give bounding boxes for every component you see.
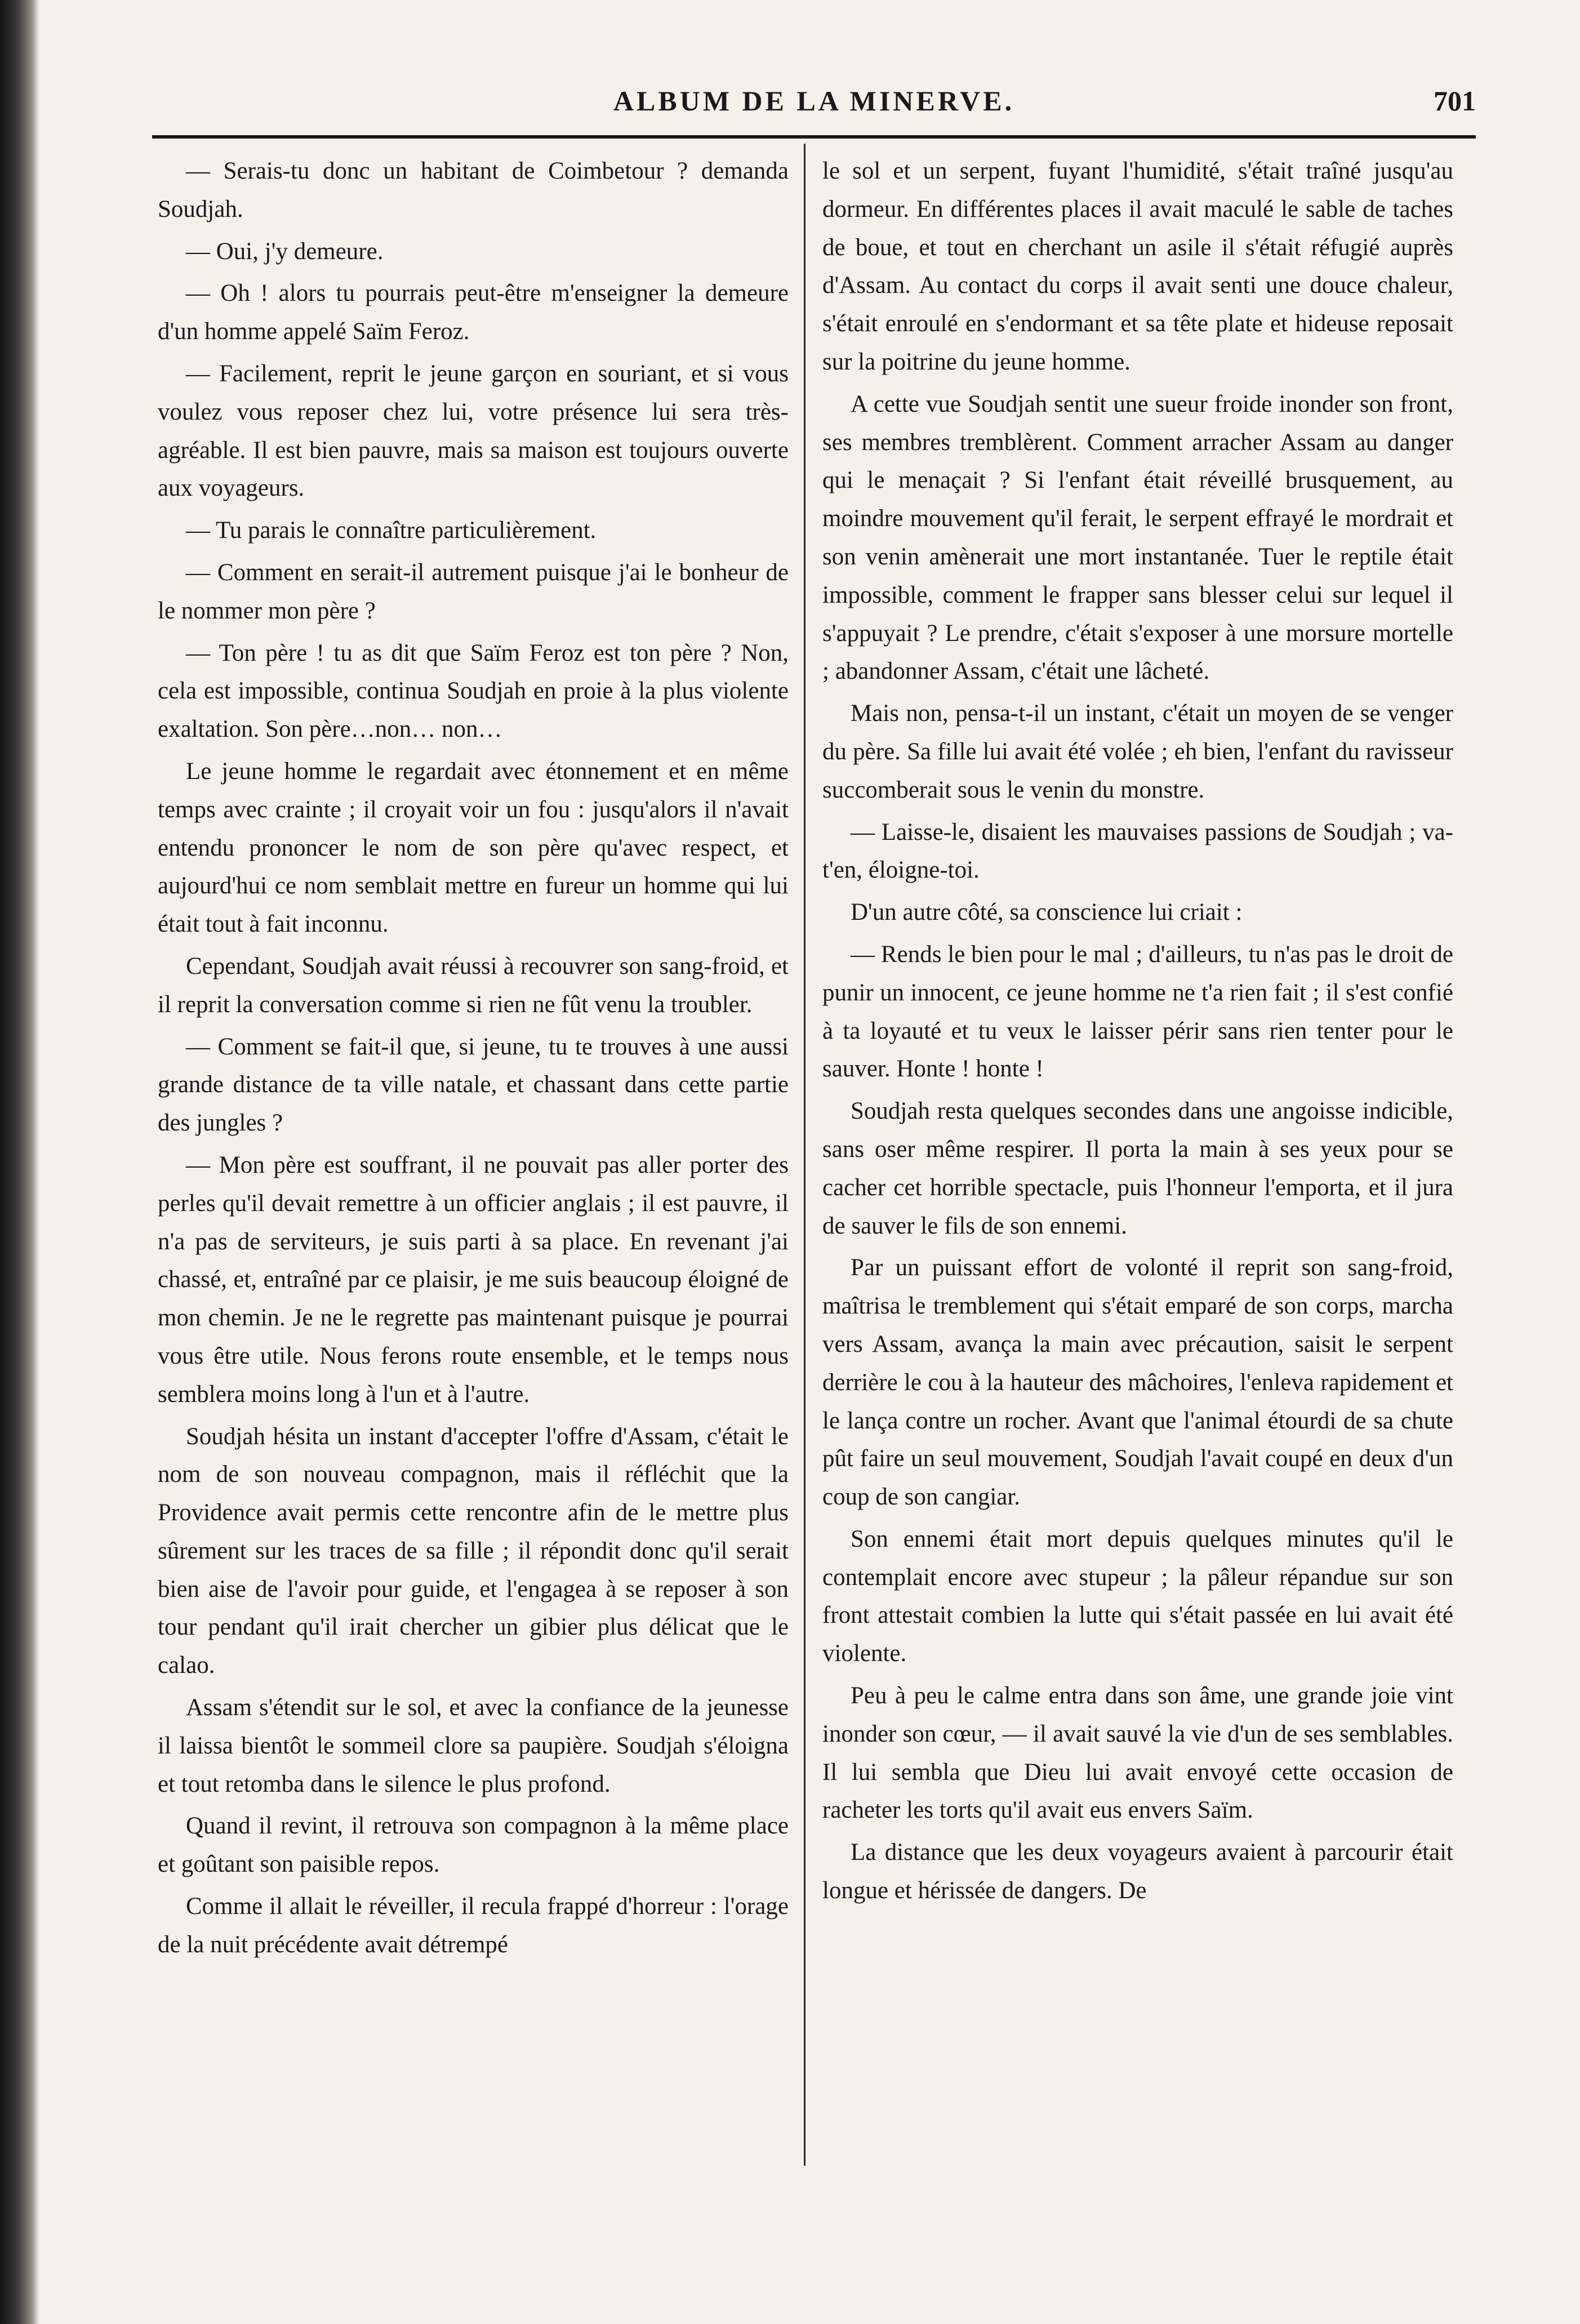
page-number: 701 bbox=[1434, 85, 1476, 117]
paragraph: Par un puissant effort de volonté il reprit son sang-froid, maîtrisa le tremblement qui s'était emparé de son corps, marcha vers Assam, avança la main avec précaution, saisit le serpent derrière le cou à la hauteur des mâchoires, l'enleva rapidement et le lança contre un rocher. Avant que l'animal étourdi de sa chute pût faire un seul mouvement, Soudjah l'avait coupé en deux d'un coup de son cangiar. bbox=[822, 1254, 1453, 1511]
paragraph: Soudjah hésita un instant d'accepter l'offre d'Assam, c'était le nom de son nouveau compagnon, mais il réfléchit que la Providence avait permis cette rencontre afin de le mettre plus sûrement sur les traces de sa fille ; il répondit donc qu'il serait bien aise de l'avoir pour guide, et l'engagea à se reposer à son tour pendant qu'il irait chercher un gibier plus délicat que le calao. bbox=[158, 1423, 789, 1679]
left-column bbox=[158, 152, 789, 1968]
paragraph: Soudjah resta quelques secondes dans une angoisse indicible, sans oser même respirer. Il porta la main à ses yeux pour se cacher cet horrible spectacle, puis l'honneur l'emporta, et il jura de sauver le fils de son ennemi. bbox=[822, 1098, 1453, 1239]
right-column bbox=[822, 152, 1453, 1914]
running-title: ALBUM DE LA MINERVE. bbox=[613, 85, 1015, 117]
paragraph: Son ennemi était mort depuis quelques minutes qu'il le contemplait encore avec stupeur ; la pâleur répandue sur son front attestait combien la lutte qui s'était passée en lui avait été violente. bbox=[822, 1525, 1453, 1667]
paragraph: — Ton père ! tu as dit que Saïm Feroz est ton père ? Non, cela est impossible, continua Soudjah en proie à la plus violente exaltation. Son père…non… non… bbox=[158, 639, 789, 743]
header-rule bbox=[152, 135, 1476, 139]
paragraph: — Rends le bien pour le mal ; d'ailleurs, tu n'as pas le droit de punir un innocent, ce jeune homme ne t'a rien fait ; il s'est confié à ta loyauté et tu veux le laisser périr sans rien tenter pour le sauver. Honte ! honte ! bbox=[822, 941, 1453, 1083]
paragraph: La distance que les deux voyageurs avaient à parcourir était longue et hérissée de dangers. De bbox=[822, 1839, 1453, 1904]
paragraph: — Oh ! alors tu pourrais peut-être m'enseigner la demeure d'un homme appelé Saïm Feroz. bbox=[158, 280, 789, 345]
column-divider bbox=[804, 144, 805, 2166]
paragraph: Comme il allait le réveiller, il recula frappé d'horreur : l'orage de la nuit précédente avait détrempé bbox=[158, 1893, 789, 1958]
paragraph: — Comment en serait-il autrement puisque j'ai le bonheur de le nommer mon père ? bbox=[158, 559, 789, 624]
paragraph: D'un autre côté, sa conscience lui criait : bbox=[851, 899, 1243, 926]
paragraph: — Oui, j'y demeure. bbox=[186, 238, 384, 265]
paragraph: — Tu parais le connaître particulièrement. bbox=[186, 517, 597, 544]
paragraph: A cette vue Soudjah sentit une sueur froide inonder son front, ses membres tremblèrent. Comment arracher Assam au danger qui le menaçait ? Si l'enfant était réveillé brusquement, au moindre mouvement qu'il ferait, le serpent effrayé le mordrait et son venin amènerait une mort instantanée. Tuer le reptile était impossible, comment le frapper sans blesser celui sur lequel il s'appuyait ? Le prendre, c'était s'exposer à une morsure mortelle ; abandonner Assam, c'était une lâcheté. bbox=[822, 390, 1453, 685]
paragraph: le sol et un serpent, fuyant l'humidité, s'était traîné jusqu'au dormeur. En différentes places il avait maculé le sable de taches de boue, et tout en cherchant un asile il s'était réfugié auprès d'Assam. Au contact du corps il avait senti une douce chaleur, s'était enroulé en s'endormant et sa tête plate et hideuse reposait sur la poitrine du jeune homme. bbox=[822, 158, 1453, 375]
page-header bbox=[152, 84, 1476, 130]
paragraph: — Laisse-le, disaient les mauvaises passions de Soudjah ; va-t'en, éloigne-toi. bbox=[822, 818, 1453, 884]
paragraph: Le jeune homme le regardait avec étonnement et en même temps avec crainte ; il croyait voir un fou : jusqu'alors il n'avait entendu prononcer le nom de son père qu'avec respect, et aujourd'hui ce nom semblait mettre en fureur un homme qui lui était tout à fait inconnu. bbox=[158, 758, 789, 938]
paragraph: — Facilement, reprit le jeune garçon en souriant, et si vous voulez vous reposer chez lui, votre présence lui sera très-agréable. Il est bien pauvre, mais sa maison est toujours ouverte aux voyageurs. bbox=[158, 360, 789, 502]
paragraph: — Mon père est souffrant, il ne pouvait pas aller porter des perles qu'il devait remettre à un officier anglais ; il est pauvre, il n'a pas de serviteurs, je suis parti à sa place. En revenant j'ai chassé, et, entraîné par ce plaisir, je me suis beaucoup éloigné de mon chemin. Je ne le regrette pas maintenant puisque je pourrai vous être utile. Nous ferons route ensemble, et le temps nous semblera moins long à l'un et à l'autre. bbox=[158, 1151, 789, 1408]
paragraph: Assam s'étendit sur le sol, et avec la confiance de la jeunesse il laissa bientôt le sommeil clore sa paupière. Soudjah s'éloigna et tout retomba dans le silence le plus profond. bbox=[158, 1694, 789, 1797]
paragraph: — Comment se fait-il que, si jeune, tu te trouves à une aussi grande distance de ta ville natale, et chassant dans cette partie des jungles ? bbox=[158, 1033, 789, 1137]
paragraph: Peu à peu le calme entra dans son âme, une grande joie vint inonder son cœur, — il avait sauvé la vie d'un de ses semblables. Il lui sembla que Dieu lui avait envoyé cette occasion de racheter les torts qu'il avait eus envers Saïm. bbox=[822, 1682, 1453, 1824]
page-binding-edge bbox=[0, 0, 39, 2324]
paragraph: Cependant, Soudjah avait réussi à recouvrer son sang-froid, et il reprit la conversation comme si rien ne fût venu la troubler. bbox=[158, 952, 789, 1018]
paragraph: Quand il revint, il retrouva son compagnon à la même place et goûtant son paisible repos. bbox=[158, 1813, 789, 1878]
paragraph: — Serais-tu donc un habitant de Coimbetour ? demanda Soudjah. bbox=[158, 158, 789, 222]
paragraph: Mais non, pensa-t-il un instant, c'était un moyen de se venger du père. Sa fille lui avait été volée ; eh bien, l'enfant du ravisseur succomberait sous le venin du monstre. bbox=[822, 700, 1453, 803]
